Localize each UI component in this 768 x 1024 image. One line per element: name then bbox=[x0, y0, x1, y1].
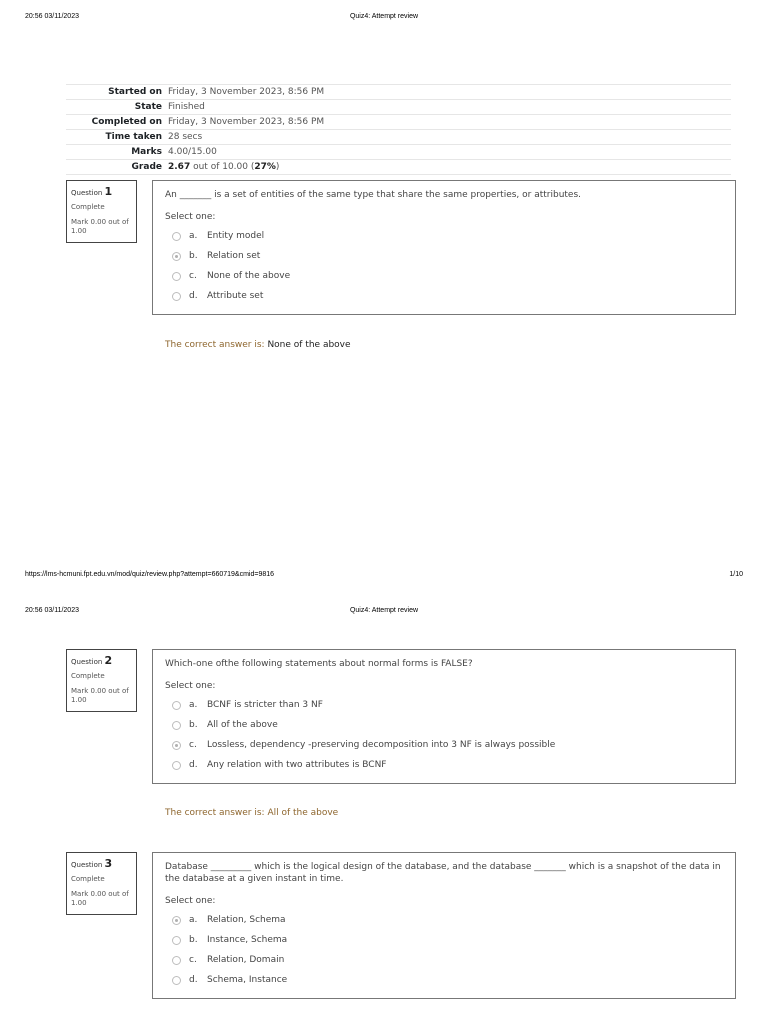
question-box-2 bbox=[152, 649, 736, 784]
correct-answer-text: All of the above bbox=[267, 808, 339, 818]
question-number: Question 3 bbox=[71, 857, 113, 870]
question-info-1 bbox=[66, 180, 137, 243]
radio-button[interactable] bbox=[172, 936, 181, 945]
select-one-prompt: Select one: bbox=[165, 212, 216, 222]
option-text: Any relation with two attributes is BCNF bbox=[207, 760, 387, 770]
option-letter: c. bbox=[189, 955, 197, 965]
radio-button[interactable] bbox=[172, 701, 181, 710]
radio-button[interactable] bbox=[172, 761, 181, 770]
answer-option-b[interactable] bbox=[165, 715, 729, 735]
summary-label: Started on bbox=[108, 87, 162, 97]
correct-answer-prefix: The correct answer is: bbox=[165, 340, 268, 350]
question-mark: Mark 0.00 out of 1.00 bbox=[71, 687, 129, 704]
print-header bbox=[25, 607, 743, 619]
option-text: Relation set bbox=[207, 251, 261, 261]
print-datetime: 20:56 03/11/2023 bbox=[25, 13, 79, 20]
question-status: Complete bbox=[71, 672, 105, 680]
option-text: Entity model bbox=[207, 231, 265, 241]
question-status: Complete bbox=[71, 875, 105, 883]
option-letter: b. bbox=[189, 935, 198, 945]
option-letter: c. bbox=[189, 740, 197, 750]
option-letter: d. bbox=[189, 760, 198, 770]
summary-row-time-taken bbox=[66, 130, 731, 145]
option-letter: a. bbox=[189, 915, 198, 925]
radio-button[interactable] bbox=[172, 721, 181, 730]
grade-value: 2.67 bbox=[168, 162, 191, 172]
answer-option-a[interactable] bbox=[165, 226, 729, 246]
answer-option-c[interactable] bbox=[165, 735, 729, 755]
option-text: Relation, Domain bbox=[207, 955, 285, 965]
print-datetime: 20:56 03/11/2023 bbox=[25, 607, 79, 614]
radio-button-selected[interactable] bbox=[172, 252, 181, 261]
grade-out-of: out of 10.00 ( bbox=[193, 162, 255, 172]
question-number: Question 2 bbox=[71, 654, 113, 667]
summary-value: Finished bbox=[168, 102, 205, 112]
option-letter: d. bbox=[189, 975, 198, 985]
question-box-1 bbox=[152, 180, 736, 315]
option-letter: d. bbox=[189, 291, 198, 301]
print-header bbox=[25, 13, 743, 25]
summary-row-state bbox=[66, 100, 731, 115]
answer-option-c[interactable] bbox=[165, 266, 729, 286]
question-status: Complete bbox=[71, 203, 105, 211]
grade-percent: 27% bbox=[254, 162, 276, 172]
attempt-summary-table bbox=[66, 84, 731, 175]
radio-button[interactable] bbox=[172, 292, 181, 301]
option-letter: b. bbox=[189, 720, 198, 730]
answer-option-b[interactable] bbox=[165, 246, 729, 266]
summary-row-marks bbox=[66, 145, 731, 160]
summary-row-grade bbox=[66, 160, 731, 175]
question-box-3 bbox=[152, 852, 736, 999]
option-text: All of the above bbox=[207, 720, 278, 730]
radio-button-selected[interactable] bbox=[172, 741, 181, 750]
option-text: BCNF is stricter than 3 NF bbox=[207, 700, 323, 710]
radio-button-selected[interactable] bbox=[172, 916, 181, 925]
option-text: Relation, Schema bbox=[207, 915, 286, 925]
print-url: https://lms-hcmuni.fpt.edu.vn/mod/quiz/review.php?attempt=660719&cmid=9816 bbox=[25, 571, 275, 578]
answer-option-c[interactable] bbox=[165, 950, 729, 970]
answer-option-d[interactable] bbox=[165, 970, 729, 990]
answer-option-b[interactable] bbox=[165, 930, 729, 950]
radio-button[interactable] bbox=[172, 272, 181, 281]
summary-label: State bbox=[134, 102, 162, 112]
option-letter: a. bbox=[189, 700, 198, 710]
question-number: Question 1 bbox=[71, 185, 113, 198]
question-text: Database _________ which is the logical design of the database, and the database _______ which is a snapshot of the data in the database at a given instant in time. bbox=[165, 862, 721, 884]
option-text: Lossless, dependency -preserving decomposition into 3 NF is always possible bbox=[207, 740, 556, 750]
option-text: None of the above bbox=[207, 271, 291, 281]
select-one-prompt: Select one: bbox=[165, 896, 216, 906]
print-footer bbox=[25, 571, 743, 583]
print-title: Quiz4: Attempt review bbox=[349, 13, 419, 20]
option-letter: c. bbox=[189, 271, 197, 281]
question-mark: Mark 0.00 out of 1.00 bbox=[71, 218, 129, 235]
summary-label: Completed on bbox=[91, 117, 162, 127]
summary-value: Friday, 3 November 2023, 8:56 PM bbox=[168, 117, 325, 127]
print-title: Quiz4: Attempt review bbox=[349, 607, 419, 614]
correct-answer-1 bbox=[165, 340, 351, 350]
correct-answer-text: None of the above bbox=[267, 340, 351, 350]
radio-button[interactable] bbox=[172, 976, 181, 985]
option-text: Attribute set bbox=[207, 291, 264, 301]
question-info-3 bbox=[66, 852, 137, 915]
summary-row-completed bbox=[66, 115, 731, 130]
answer-option-d[interactable] bbox=[165, 286, 729, 306]
correct-answer-prefix: The correct answer is: bbox=[165, 808, 268, 818]
question-mark: Mark 0.00 out of 1.00 bbox=[71, 890, 129, 907]
option-text: Instance, Schema bbox=[207, 935, 288, 945]
summary-value: Friday, 3 November 2023, 8:56 PM bbox=[168, 87, 325, 97]
summary-label: Time taken bbox=[105, 132, 162, 142]
option-text: Schema, Instance bbox=[207, 975, 288, 985]
answer-option-a[interactable] bbox=[165, 910, 729, 930]
answer-option-a[interactable] bbox=[165, 695, 729, 715]
grade-close: ) bbox=[275, 162, 280, 172]
question-text: Which-one ofthe following statements about normal forms is FALSE? bbox=[165, 659, 473, 669]
summary-row-started bbox=[66, 85, 731, 100]
summary-label: Grade bbox=[131, 162, 162, 172]
select-one-prompt: Select one: bbox=[165, 681, 216, 691]
option-letter: b. bbox=[189, 251, 198, 261]
question-info-2 bbox=[66, 649, 137, 712]
summary-value: 28 secs bbox=[168, 132, 203, 142]
question-text: An _______ is a set of entities of the same type that share the same properties, or attributes. bbox=[165, 190, 582, 200]
summary-value bbox=[168, 160, 731, 175]
print-page-number: 1/10 bbox=[729, 571, 743, 578]
answer-option-d[interactable] bbox=[165, 755, 729, 775]
correct-answer-2 bbox=[165, 808, 338, 818]
summary-value: 4.00/15.00 bbox=[168, 147, 217, 157]
radio-button[interactable] bbox=[172, 232, 181, 241]
summary-label: Marks bbox=[131, 147, 162, 157]
radio-button[interactable] bbox=[172, 956, 181, 965]
option-letter: a. bbox=[189, 231, 198, 241]
